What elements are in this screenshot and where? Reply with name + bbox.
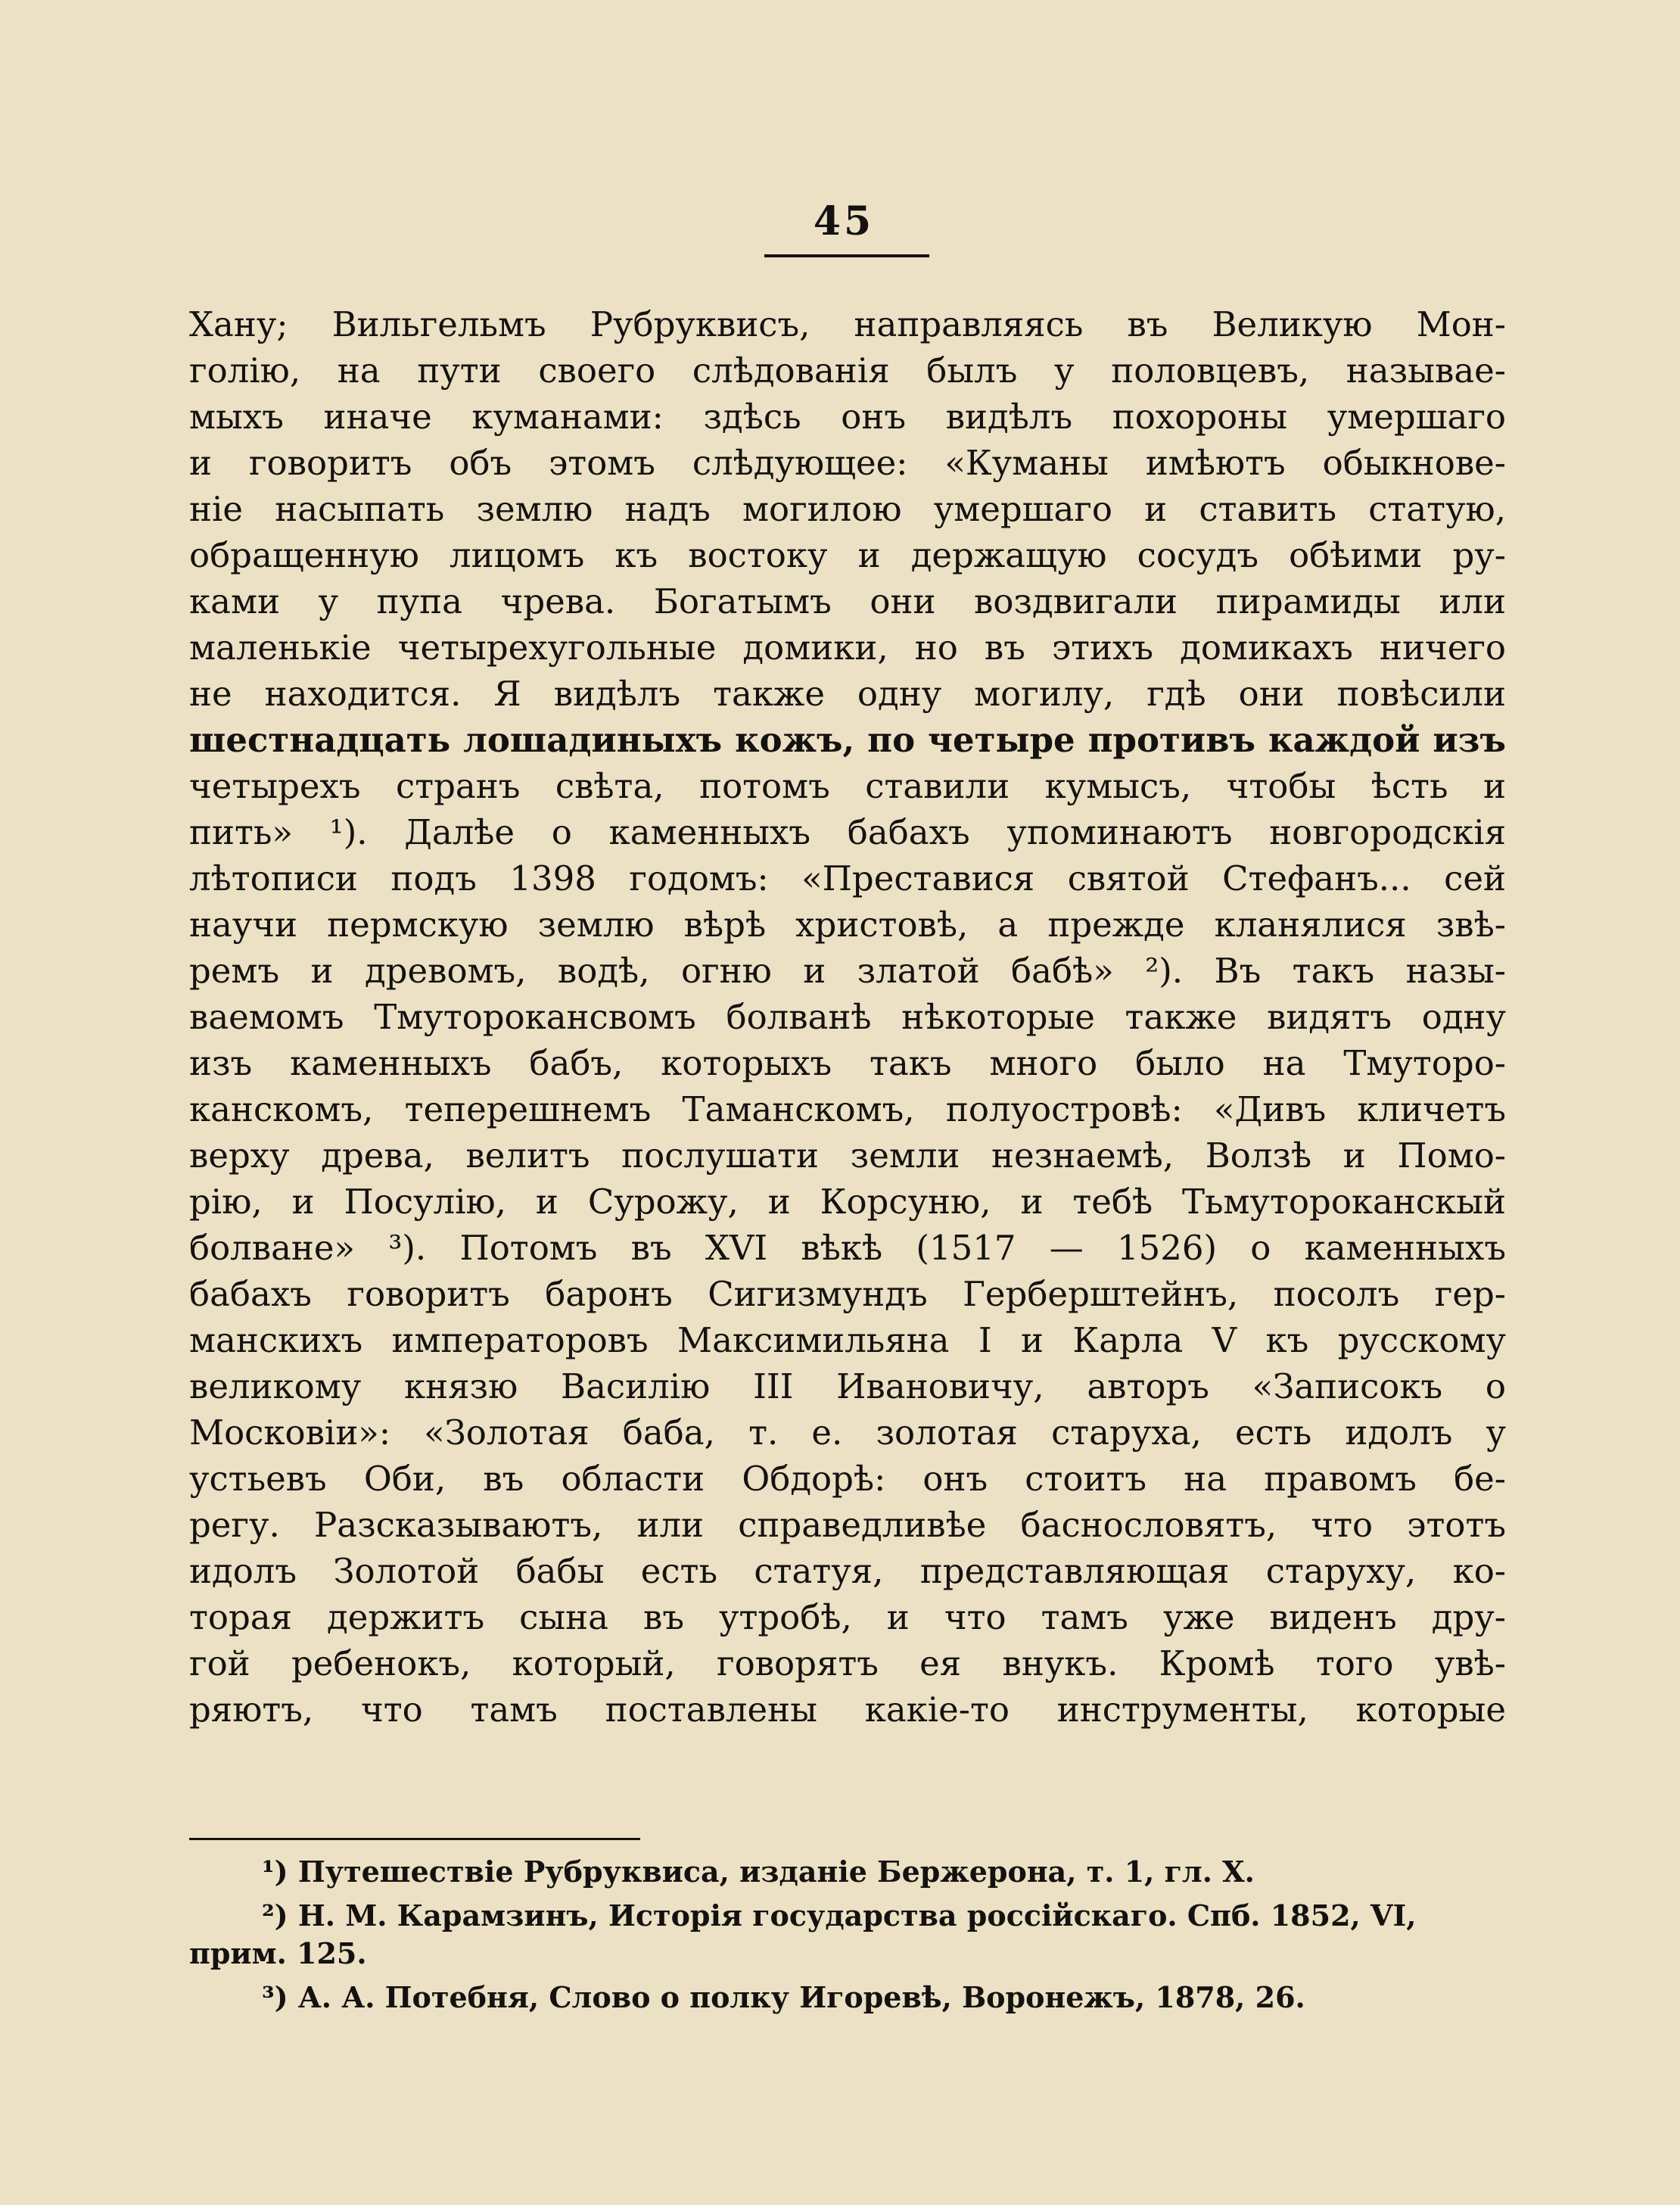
text-line: верху древа, велитъ послушати земли незнаемѣ, Волзѣ и Помо- — [189, 1135, 1506, 1176]
text-line: ваемомъ Тмуторокансвомъ болванѣ нѣкоторые также видятъ одну — [189, 997, 1506, 1037]
text-line: Хану; Вильгельмъ Рубруквисъ, направляясь въ Великую Мон- — [189, 304, 1506, 344]
footnote: ¹) Путешествіе Рубруквиса, изданіе Бержерона, т. 1, гл. X. — [262, 1855, 1255, 1889]
text-line: ряютъ, что тамъ поставлены какіе-то инструменты, которые — [189, 1690, 1506, 1730]
text-line: ками у пупа чрева. Богатымъ они воздвигали пирамиды или — [189, 581, 1506, 621]
text-line: четырехъ странъ свѣта, потомъ ставили кумысъ, чтобы ѣсть и — [189, 766, 1506, 806]
page-number: 45 — [813, 198, 875, 244]
text-line: обращенную лицомъ къ востоку и держащую сосудъ обѣими ру- — [189, 535, 1506, 575]
footnotes — [189, 1853, 1506, 2017]
footnote: ²) Н. М. Карамзинъ, Исторія государства россійскаго. Спб. 1852, VI, — [262, 1898, 1417, 1932]
text-line: изъ каменныхъ бабъ, которыхъ такъ много было на Тмуторо- — [189, 1043, 1506, 1083]
text-line: и говоритъ объ этомъ слѣдующее: «Куманы имѣютъ обыкнове- — [189, 443, 1506, 483]
text-line: научи пермскую землю вѣрѣ христовѣ, а прежде кланялися звѣ- — [189, 905, 1506, 945]
text-line: устьевъ Оби, въ области Обдорѣ: онъ стоитъ на правомъ бе- — [189, 1459, 1506, 1499]
text-line: мыхъ иначе куманами: здѣсь онъ видѣлъ похороны умершаго — [189, 397, 1506, 437]
text-line: идолъ Золотой бабы есть статуя, представляющая старуху, ко- — [189, 1551, 1506, 1591]
text-line: торая держитъ сына въ утробѣ, и что тамъ уже виденъ дру- — [189, 1597, 1506, 1637]
text-line: бабахъ говоритъ баронъ Сигизмундъ Герберштейнъ, посолъ гер- — [189, 1274, 1506, 1314]
body-text — [189, 301, 1506, 1733]
text-line: маленькіе четырехугольные домики, но въ этихъ домикахъ ничего — [189, 628, 1506, 668]
text-line: Московіи»: «Золотая баба, т. е. золотая старуха, есть идолъ у — [189, 1412, 1506, 1453]
text-line: шестнадцать лошадиныхъ кожъ, по четыре противъ каждой изъ — [189, 720, 1506, 760]
text-line: ремъ и древомъ, водѣ, огню и златой бабѣ» ²). Въ такъ назы- — [189, 951, 1506, 991]
text-line: великому князю Василію III Ивановичу, авторъ «Записокъ о — [189, 1366, 1506, 1406]
text-line: ніе насыпать землю надъ могилою умершаго и ставить статую, — [189, 489, 1506, 529]
text-line: болване» ³). Потомъ въ XVI вѣкѣ (1517 — 1526) о каменныхъ — [189, 1228, 1506, 1268]
footnote-continuation: прим. 125. — [189, 1936, 367, 1970]
text-line: манскихъ императоровъ Максимильяна I и Карла V къ русскому — [189, 1320, 1506, 1360]
text-line: не находится. Я видѣлъ также одну могилу, гдѣ они повѣсили — [189, 674, 1506, 714]
text-line: канскомъ, теперешнемъ Таманскомъ, полуостровѣ: «Дивъ кличетъ — [189, 1089, 1506, 1129]
text-line: гой ребенокъ, который, говорятъ ея внукъ. Кромѣ того увѣ- — [189, 1643, 1506, 1683]
text-line: лѣтописи подъ 1398 годомъ: «Преставися святой Стефанъ... сей — [189, 858, 1506, 899]
page-number-underline — [764, 254, 929, 257]
text-line: регу. Разсказываютъ, или справедливѣе баснословятъ, что этотъ — [189, 1505, 1506, 1545]
text-line: голію, на пути своего слѣдованія былъ у половцевъ, называе- — [189, 350, 1506, 391]
text-line: рію, и Посулію, и Сурожу, и Корсуню, и тебѣ Тьмутороканскый — [189, 1182, 1506, 1222]
footnote: ³) А. А. Потебня, Слово о полку Игоревѣ, Воронежъ, 1878, 26. — [262, 1980, 1305, 2014]
text-line: пить» ¹). Далѣе о каменныхъ бабахъ упоминаютъ новгородскія — [189, 812, 1506, 852]
footnote-separator — [189, 1838, 640, 1840]
